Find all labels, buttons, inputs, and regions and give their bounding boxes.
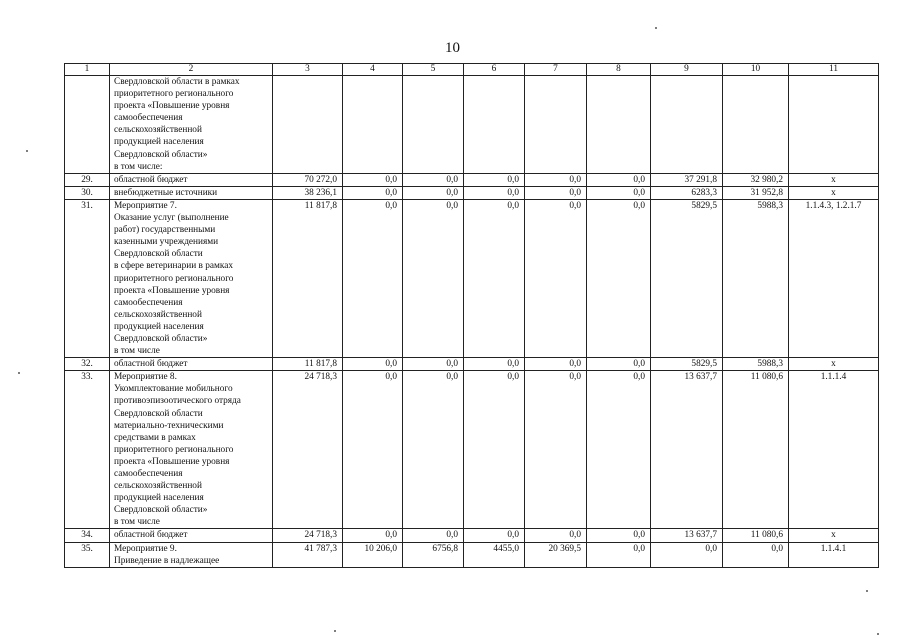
scan-speck — [18, 372, 20, 374]
table-row — [65, 358, 879, 371]
column-header: 2 — [110, 64, 273, 76]
row-amount-v5: 0,0 — [403, 371, 464, 529]
table-row — [65, 186, 879, 199]
row-amount-v8: 0,0 — [587, 199, 651, 357]
row-amount-v4: 0,0 — [343, 371, 403, 529]
row-description — [110, 542, 273, 567]
row-reference — [789, 76, 879, 174]
row-amount-v5: 0,0 — [403, 199, 464, 357]
row-amount-v8: 0,0 — [587, 529, 651, 542]
description-line: приоритетного регионального — [114, 444, 234, 455]
column-header: 8 — [587, 64, 651, 76]
column-header: 1 — [65, 64, 110, 76]
row-description — [110, 529, 273, 542]
row-amount-v6: 0,0 — [464, 173, 525, 186]
row-amount-v9: 13 637,7 — [651, 529, 723, 542]
row-amount-v6: 0,0 — [464, 358, 525, 371]
row-description — [110, 371, 273, 529]
description-line: в том числе: — [114, 161, 163, 172]
description-line: Свердловской области» — [114, 333, 208, 344]
description-line: в том числе — [114, 517, 160, 528]
description-line: приоритетного регионального — [114, 273, 234, 284]
description-line: проекта «Повышение уровня — [114, 285, 230, 296]
row-amount-v3: 24 718,3 — [273, 529, 343, 542]
row-amount-v8: 0,0 — [587, 173, 651, 186]
row-amount-v7: 0,0 — [525, 371, 587, 529]
row-number: 33. — [65, 371, 110, 529]
row-amount-v4: 0,0 — [343, 199, 403, 357]
description-line: в сфере ветеринарии в рамках — [114, 261, 234, 272]
description-line: Оказание услуг (выполнение — [114, 213, 229, 224]
description-line: продукцией населения — [114, 321, 204, 332]
row-reference: х — [789, 186, 879, 199]
row-amount-v10: 11 080,6 — [723, 529, 789, 542]
budget-table — [64, 63, 879, 568]
row-amount-v7: 0,0 — [525, 186, 587, 199]
description-line: материально-техническими — [114, 420, 224, 431]
description-line: средствами в рамках — [114, 432, 196, 443]
scan-speck — [26, 150, 28, 152]
row-amount-v9 — [651, 76, 723, 174]
row-amount-v10: 5988,3 — [723, 358, 789, 371]
scan-speck — [866, 590, 868, 592]
row-amount-v4: 0,0 — [343, 358, 403, 371]
scan-speck — [334, 630, 336, 632]
row-reference: 1.1.1.4 — [789, 371, 879, 529]
table-row — [65, 542, 879, 567]
row-amount-v5: 0,0 — [403, 186, 464, 199]
description-line: Свердловской области — [114, 408, 203, 419]
row-reference: х — [789, 358, 879, 371]
description-line: областной бюджет — [114, 174, 188, 185]
description-line: областной бюджет — [114, 530, 188, 541]
row-amount-v6: 0,0 — [464, 199, 525, 357]
row-amount-v4: 0,0 — [343, 529, 403, 542]
description-line: сельскохозяйственной — [114, 481, 202, 492]
table-row — [65, 371, 879, 529]
row-description — [110, 186, 273, 199]
row-reference: 1.1.4.3, 1.2.1.7 — [789, 199, 879, 357]
row-description — [110, 173, 273, 186]
row-amount-v6: 0,0 — [464, 371, 525, 529]
row-amount-v3 — [273, 76, 343, 174]
row-amount-v4 — [343, 76, 403, 174]
column-header: 9 — [651, 64, 723, 76]
column-header: 6 — [464, 64, 525, 76]
row-description — [110, 358, 273, 371]
description-line: проекта «Повышение уровня — [114, 456, 230, 467]
table-row — [65, 173, 879, 186]
row-amount-v5: 6756,8 — [403, 542, 464, 567]
row-amount-v4: 10 206,0 — [343, 542, 403, 567]
row-amount-v10 — [723, 76, 789, 174]
row-amount-v5: 0,0 — [403, 529, 464, 542]
row-amount-v5: 0,0 — [403, 173, 464, 186]
description-line: Укомплектование мобильного — [114, 384, 233, 395]
description-line: Мероприятие 7. — [114, 200, 177, 211]
description-line: в том числе — [114, 346, 160, 357]
table-row — [65, 76, 879, 174]
column-header: 3 — [273, 64, 343, 76]
row-amount-v5: 0,0 — [403, 358, 464, 371]
description-line: Свердловской области в рамках — [114, 77, 240, 87]
row-amount-v4: 0,0 — [343, 186, 403, 199]
description-line: Свердловской области» — [114, 505, 208, 516]
description-line: Приведение в надлежащее — [114, 555, 220, 566]
scan-speck — [655, 27, 657, 29]
row-amount-v9: 5829,5 — [651, 358, 723, 371]
description-line: работ) государственными — [114, 225, 216, 236]
row-amount-v6: 0,0 — [464, 529, 525, 542]
description-line: противоэпизоотического отряда — [114, 396, 241, 407]
table-row — [65, 529, 879, 542]
row-amount-v3: 38 236,1 — [273, 186, 343, 199]
description-line: проекта «Повышение уровня — [114, 101, 230, 112]
row-amount-v9: 5829,5 — [651, 199, 723, 357]
column-header: 10 — [723, 64, 789, 76]
row-amount-v8: 0,0 — [587, 186, 651, 199]
row-reference: х — [789, 173, 879, 186]
scan-speck — [877, 633, 879, 635]
column-header: 4 — [343, 64, 403, 76]
row-amount-v10: 32 980,2 — [723, 173, 789, 186]
column-header: 11 — [789, 64, 879, 76]
row-amount-v10: 11 080,6 — [723, 371, 789, 529]
description-line: продукцией населения — [114, 137, 204, 148]
row-reference: 1.1.4.1 — [789, 542, 879, 567]
row-amount-v6: 4455,0 — [464, 542, 525, 567]
row-amount-v5 — [403, 76, 464, 174]
row-amount-v6: 0,0 — [464, 186, 525, 199]
row-amount-v3: 41 787,3 — [273, 542, 343, 567]
row-amount-v9: 6283,3 — [651, 186, 723, 199]
description-line: Мероприятие 8. — [114, 372, 177, 383]
table-header-row — [65, 64, 879, 76]
row-reference: х — [789, 529, 879, 542]
row-amount-v3: 70 272,0 — [273, 173, 343, 186]
row-amount-v10: 0,0 — [723, 542, 789, 567]
row-number: 30. — [65, 186, 110, 199]
description-line: сельскохозяйственной — [114, 309, 202, 320]
description-line: приоритетного регионального — [114, 89, 234, 100]
row-amount-v9: 13 637,7 — [651, 371, 723, 529]
row-amount-v7 — [525, 76, 587, 174]
description-line: самообеспечения — [114, 113, 183, 124]
row-amount-v8: 0,0 — [587, 358, 651, 371]
row-amount-v9: 0,0 — [651, 542, 723, 567]
description-line: казенными учреждениями — [114, 237, 219, 248]
row-amount-v9: 37 291,8 — [651, 173, 723, 186]
row-amount-v7: 0,0 — [525, 529, 587, 542]
description-line: Свердловской области — [114, 249, 203, 260]
description-line: продукцией населения — [114, 493, 204, 504]
page-number: 10 — [445, 40, 460, 56]
description-line: областной бюджет — [114, 359, 188, 370]
row-amount-v7: 0,0 — [525, 199, 587, 357]
column-header: 7 — [525, 64, 587, 76]
row-amount-v7: 0,0 — [525, 358, 587, 371]
description-line: Мероприятие 9. — [114, 543, 177, 554]
column-header: 5 — [403, 64, 464, 76]
table-row — [65, 199, 879, 357]
row-number: 35. — [65, 542, 110, 567]
row-amount-v4: 0,0 — [343, 173, 403, 186]
row-amount-v3: 11 817,8 — [273, 358, 343, 371]
description-line: самообеспечения — [114, 469, 183, 479]
row-description — [110, 76, 273, 174]
row-amount-v7: 20 369,5 — [525, 542, 587, 567]
description-line: сельскохозяйственной — [114, 125, 202, 136]
row-amount-v6 — [464, 76, 525, 174]
row-amount-v3: 24 718,3 — [273, 371, 343, 529]
row-amount-v3: 11 817,8 — [273, 199, 343, 357]
description-line: внебюджетные источники — [114, 187, 218, 198]
row-amount-v8 — [587, 76, 651, 174]
row-amount-v10: 5988,3 — [723, 199, 789, 357]
row-amount-v8: 0,0 — [587, 542, 651, 567]
row-number: 29. — [65, 173, 110, 186]
row-number: 32. — [65, 358, 110, 371]
row-number: 34. — [65, 529, 110, 542]
row-amount-v10: 31 952,8 — [723, 186, 789, 199]
description-line: Свердловской области» — [114, 149, 208, 160]
description-line: самообеспечения — [114, 297, 183, 308]
row-amount-v7: 0,0 — [525, 173, 587, 186]
row-number — [65, 76, 110, 174]
row-number: 31. — [65, 199, 110, 357]
row-description — [110, 199, 273, 357]
row-amount-v8: 0,0 — [587, 371, 651, 529]
